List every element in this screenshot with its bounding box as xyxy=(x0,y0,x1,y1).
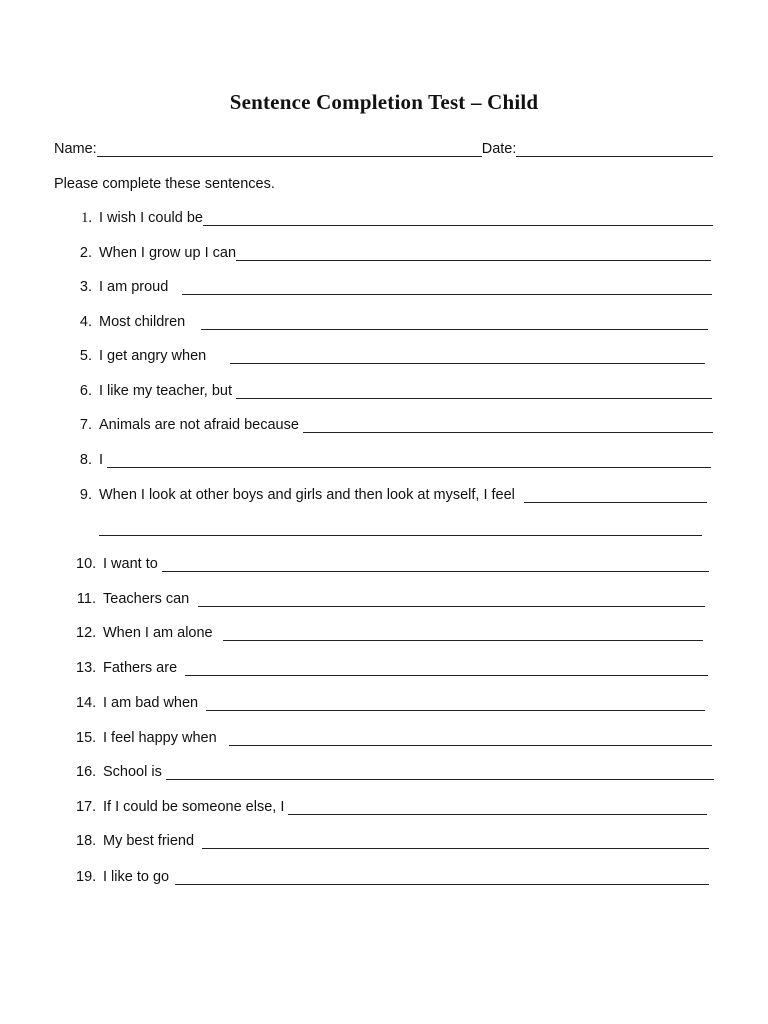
item-number: 6. xyxy=(79,383,92,399)
item-number: 11. xyxy=(76,591,96,607)
item-prompt: If I could be someone else, I xyxy=(103,799,285,815)
answer-line[interactable] xyxy=(230,349,705,364)
item-prompt: When I am alone xyxy=(103,625,213,641)
item-number: 16. xyxy=(76,764,97,780)
answer-line[interactable] xyxy=(185,661,708,676)
answer-line[interactable] xyxy=(206,696,705,711)
list-item xyxy=(76,244,711,262)
list-item xyxy=(76,590,705,608)
item-prompt: When I grow up I can xyxy=(99,245,237,261)
item-number: 2. xyxy=(79,245,92,261)
list-item xyxy=(76,278,712,296)
item-number: 18. xyxy=(76,833,97,849)
list-item xyxy=(76,347,705,365)
item-prompt: My best friend xyxy=(103,833,195,849)
item-prompt: I like to go xyxy=(103,869,170,885)
item-prompt: I want to xyxy=(103,556,158,572)
list-item xyxy=(76,763,714,781)
item-number: 3. xyxy=(79,279,92,295)
list-item xyxy=(76,382,712,400)
list-item xyxy=(76,798,707,816)
item-prompt: Animals are not afraid because xyxy=(99,417,299,433)
item-number: 17. xyxy=(76,799,97,815)
answer-line-continuation[interactable] xyxy=(99,521,702,536)
item-number: 1. xyxy=(81,210,92,226)
item-prompt: Fathers are xyxy=(103,660,178,676)
answer-line[interactable] xyxy=(202,834,709,849)
name-date-row xyxy=(54,140,713,158)
item-prompt: School is xyxy=(103,764,162,780)
item-number: 7. xyxy=(79,417,92,433)
answer-line[interactable] xyxy=(198,592,705,607)
answer-line[interactable] xyxy=(223,626,703,641)
item-number: 10. xyxy=(76,556,97,572)
list-item xyxy=(76,868,709,886)
item-prompt: I feel happy when xyxy=(103,730,217,746)
name-field[interactable] xyxy=(97,142,482,157)
answer-line[interactable] xyxy=(236,246,711,261)
item-number: 14. xyxy=(76,695,97,711)
name-label: Name: xyxy=(54,141,97,157)
list-item xyxy=(76,486,707,504)
item-prompt: I am proud xyxy=(99,279,169,295)
item-number: 8. xyxy=(79,452,92,468)
item-prompt: Teachers can xyxy=(103,591,190,607)
date-label: Date: xyxy=(481,141,517,157)
answer-line[interactable] xyxy=(288,800,707,815)
instructions: Please complete these sentences. xyxy=(54,176,275,192)
answer-line[interactable] xyxy=(107,453,711,468)
answer-line[interactable] xyxy=(229,731,712,746)
item-number: 12. xyxy=(76,625,97,641)
list-item xyxy=(76,832,709,850)
answer-line[interactable] xyxy=(524,488,707,503)
item-number: 9. xyxy=(79,487,92,503)
item-prompt: I xyxy=(99,452,104,468)
answer-line-continuation-row xyxy=(99,521,702,537)
answer-line[interactable] xyxy=(236,384,712,399)
item-prompt: Most children xyxy=(99,314,186,330)
answer-line[interactable] xyxy=(182,280,712,295)
answer-line[interactable] xyxy=(166,765,714,780)
item-prompt: When I look at other boys and girls and then look at myself, I feel xyxy=(99,487,515,503)
answer-line[interactable] xyxy=(162,557,709,572)
item-number: 4. xyxy=(79,314,92,330)
item-number: 13. xyxy=(76,660,97,676)
date-field[interactable] xyxy=(516,142,713,157)
item-prompt: I wish I could be xyxy=(99,210,203,226)
list-item xyxy=(76,694,705,712)
item-prompt: I like my teacher, but xyxy=(99,383,232,399)
page-title: Sentence Completion Test – Child xyxy=(229,90,539,114)
item-number: 15. xyxy=(76,730,97,746)
list-item xyxy=(76,416,713,434)
item-prompt: I am bad when xyxy=(103,695,199,711)
list-item xyxy=(76,451,711,469)
list-item xyxy=(76,313,708,331)
list-item xyxy=(76,659,708,677)
answer-line[interactable] xyxy=(203,211,713,226)
list-item xyxy=(76,624,703,642)
item-number: 5. xyxy=(79,348,92,364)
item-prompt: I get angry when xyxy=(99,348,207,364)
item-number: 19. xyxy=(76,869,97,885)
list-item xyxy=(76,729,712,747)
answer-line[interactable] xyxy=(303,418,713,433)
list-item xyxy=(76,209,713,227)
answer-line[interactable] xyxy=(201,315,708,330)
answer-line[interactable] xyxy=(175,870,709,885)
list-item xyxy=(76,555,709,573)
